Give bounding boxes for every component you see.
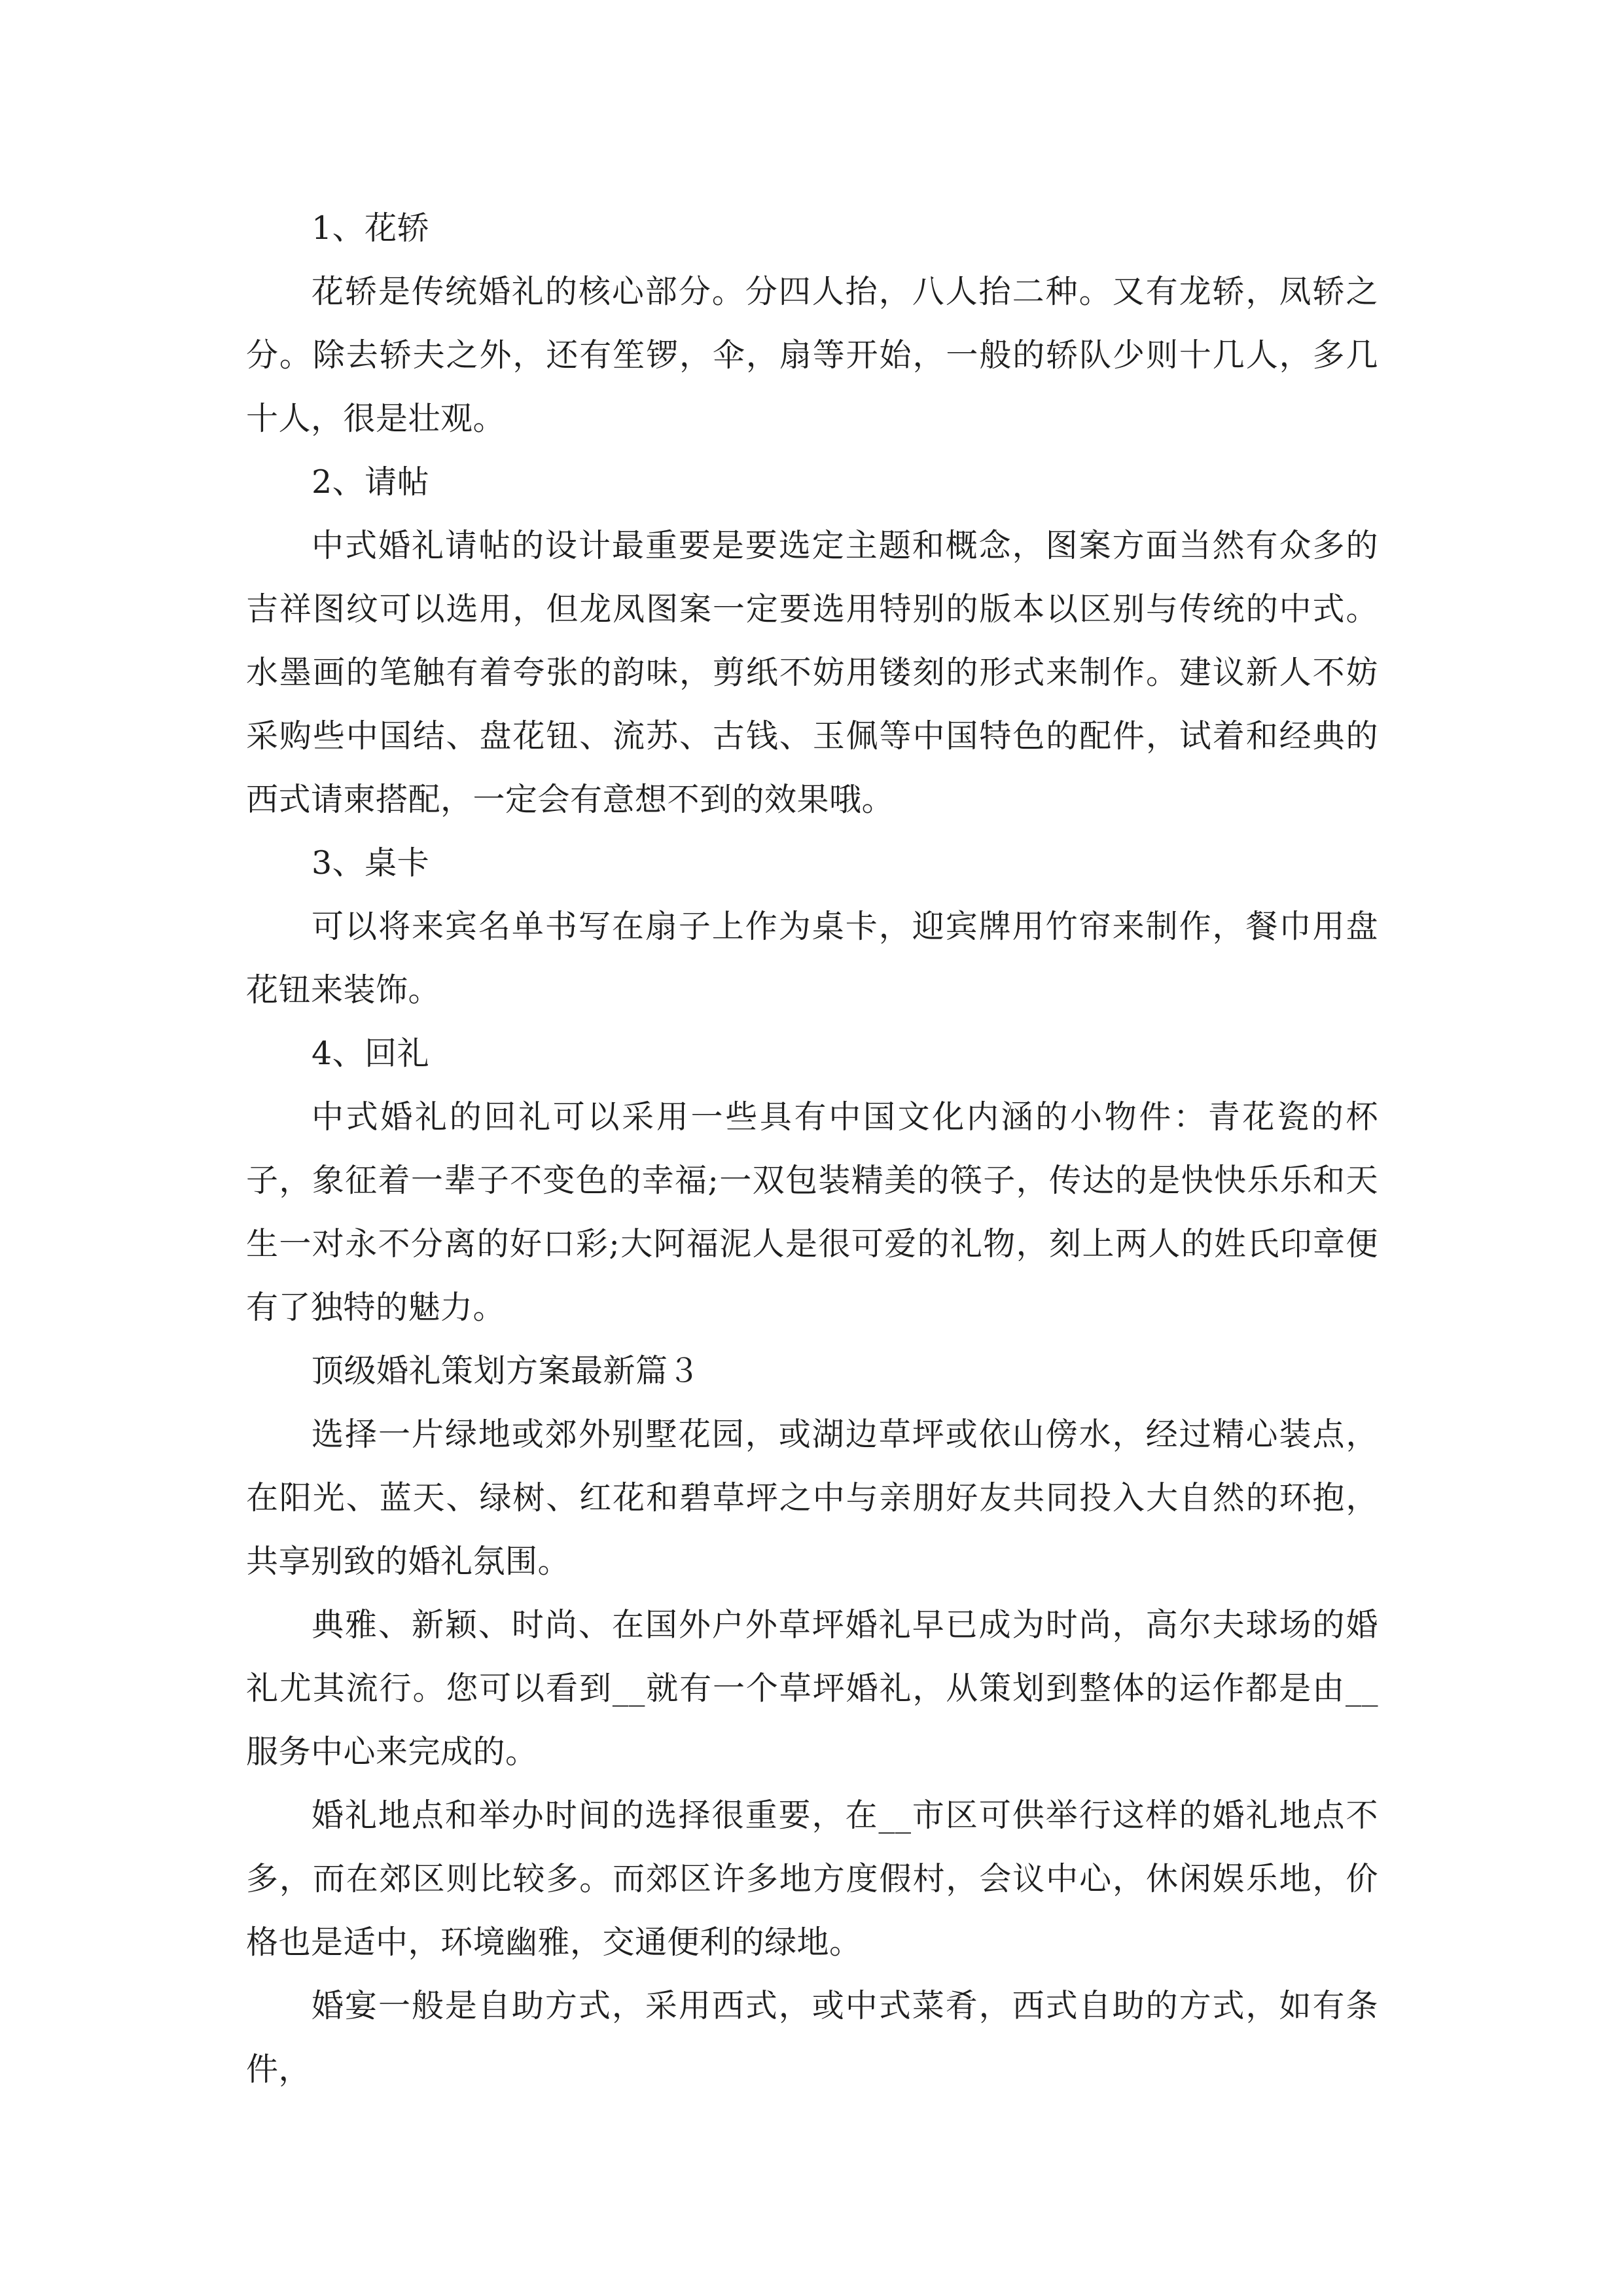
paragraph-return-gift: 中式婚礼的回礼可以采用一些具有中国文化内涵的小物件：青花瓷的杯子，象征着一辈子不变色的幸福;一双包装精美的筷子，传达的是快快乐乐和天生一对永不分离的好口彩;大阿福泥人是很可爱的礼物，刻上两人的姓氏印章便有了独特的魅力。 — [246, 1098, 1378, 1326]
paragraph-plan-3-banquet: 婚宴一般是自助方式，采用西式，或中式菜肴，西式自助的方式，如有条件， — [246, 1987, 1378, 2088]
paragraph-plan-3-location: 婚礼地点和举办时间的选择很重要，在__市区可供举行这样的婚礼地点不多，而在郊区则比较多。而郊区许多地方度假村，会议中心，休闲娱乐地，价格也是适中，环境幽雅，交通便利的绿地。 — [246, 1797, 1378, 1961]
paragraph-invitation: 中式婚礼请帖的设计最重要是要选定主题和概念，图案方面当然有众多的吉祥图纹可以选用，但龙凤图案一定要选用特别的版本以区别与传统的中式。水墨画的笔触有着夸张的韵味，剪纸不妨用镂刻的形式来制作。建议新人不妨采购些中国结、盘花钮、流苏、古钱、玉佩等中国特色的配件，试着和经典的西式请柬搭配，一定会有意想不到的效果哦。 — [246, 527, 1378, 818]
paragraph-plan-3-venue: 选择一片绿地或郊外别墅花园，或湖边草坪或依山傍水，经过精心装点，在阳光、蓝天、绿树、红花和碧草坪之中与亲朋好友共同投入大自然的环抱，共享别致的婚礼氛围。 — [246, 1416, 1378, 1580]
section-heading-invitation: 2、请帖 — [312, 463, 430, 501]
paragraph-sedan: 花轿是传统婚礼的核心部分。分四人抬，八人抬二种。又有龙轿，凤轿之分。除去轿夫之外，还有笙锣，伞，扇等开始，一般的轿队少则十几人，多几十人，很是壮观。 — [246, 273, 1378, 437]
paragraph-plan-3-trend: 典雅、新颖、时尚、在国外户外草坪婚礼早已成为时尚，高尔夫球场的婚礼尤其流行。您可以看到__就有一个草坪婚礼，从策划到整体的运作都是由__服务中心来完成的。 — [246, 1606, 1378, 1770]
document-body — [246, 196, 1378, 2101]
section-heading-table-card: 3、桌卡 — [312, 844, 430, 882]
section-heading-return-gift: 4、回礼 — [312, 1035, 430, 1072]
paragraph-table-card: 可以将来宾名单书写在扇子上作为桌卡，迎宾牌用竹帘来制作，餐巾用盘花钮来装饰。 — [246, 908, 1378, 1009]
section-heading-plan-3: 顶级婚礼策划方案最新篇３ — [312, 1352, 701, 1390]
section-heading-sedan: 1、花轿 — [312, 209, 430, 247]
